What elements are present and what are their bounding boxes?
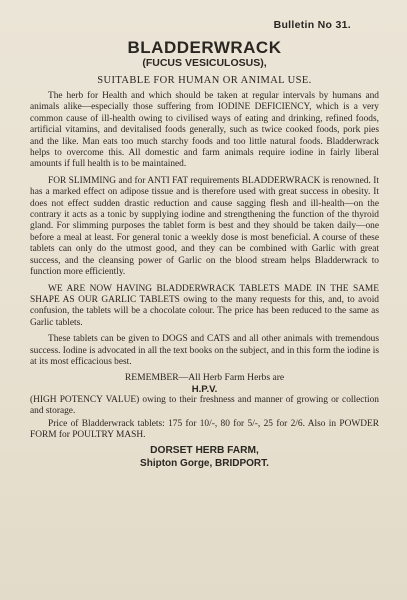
price-text: Price of Bladderwrack tablets: 175 for 10/-, 80 for 5/-, 25 for 2/6. Also in POWDER FORM for POULTRY MASH. [30, 418, 379, 440]
bulletin-number: Bulletin No 31. [273, 19, 351, 31]
paragraph-animals: These tablets can be given to DOGS and CATS and all other animals with tremendous success. Iodine is advocated in all the text books on the subject, and in this form the iodine is at its most efficacious best. [30, 334, 379, 367]
farm-address: Shipton Gorge, BRIDPORT. [140, 458, 269, 470]
latin-name: (FUCUS VESICULOSUS), [142, 57, 267, 69]
paragraph-health: The herb for Health and which should be taken at regular intervals by humans and animals alike—especially those suffering from IODINE DEFICIENCY, which is a very common cause of ill-health owing to civilised ways of eating and drinking, refined foods, artificial vitamins, and devitalised foods generally, such as twice cooked foods, pork pies and the like. Man eats too much starchy foods and too little natural foods. Bladderwrack helps to overcome this. All domestic and farm animals require iodine in fairly liberal amounts if full health is to be maintained. [30, 91, 379, 170]
paragraph-slimming: FOR SLIMMING and for ANTI FAT requirements BLADDERWRACK is renowned. It has a marked effect on adipose tissue and is therefore used with great success in obesity. It does not effect sudden drastic reduction and cause sagging flesh and ill-health—on the contrary it acts as a tonic by supplying iodine and strengthening the function of the thyroid gland. For slimming purposes the tablet form is best and they should be taken daily—one before a meal at least. For general tonic a weekly dose is most beneficial. A course of these tablets can only do the utmost good, and they can be combined with Garlic with great success, and the cleansing power of Garlic on the blood stream helps Bladderwrack to function more efficiently. [30, 175, 379, 278]
hpv-heading: H.P.V. [191, 383, 218, 395]
suitability-heading: SUITABLE FOR HUMAN OR ANIMAL USE. [97, 75, 312, 86]
farm-name: DORSET HERB FARM, [150, 445, 259, 457]
potency-text: (HIGH POTENCY VALUE) owing to their freshness and manner of growing or collection and storage. [30, 394, 379, 417]
document-title: BLADDERWRACK [127, 38, 282, 57]
remember-line: REMEMBER—All Herb Farm Herbs are [124, 372, 285, 384]
paragraph-tablets: WE ARE NOW HAVING BLADDERWRACK TABLETS MADE IN THE SAME SHAPE AS OUR GARLIC TABLETS owing to the many requests for this, and, to avoid confusion, the tablets will be a chocolate colour. The price has been reduced to the same as Garlic tablets. [30, 283, 379, 328]
